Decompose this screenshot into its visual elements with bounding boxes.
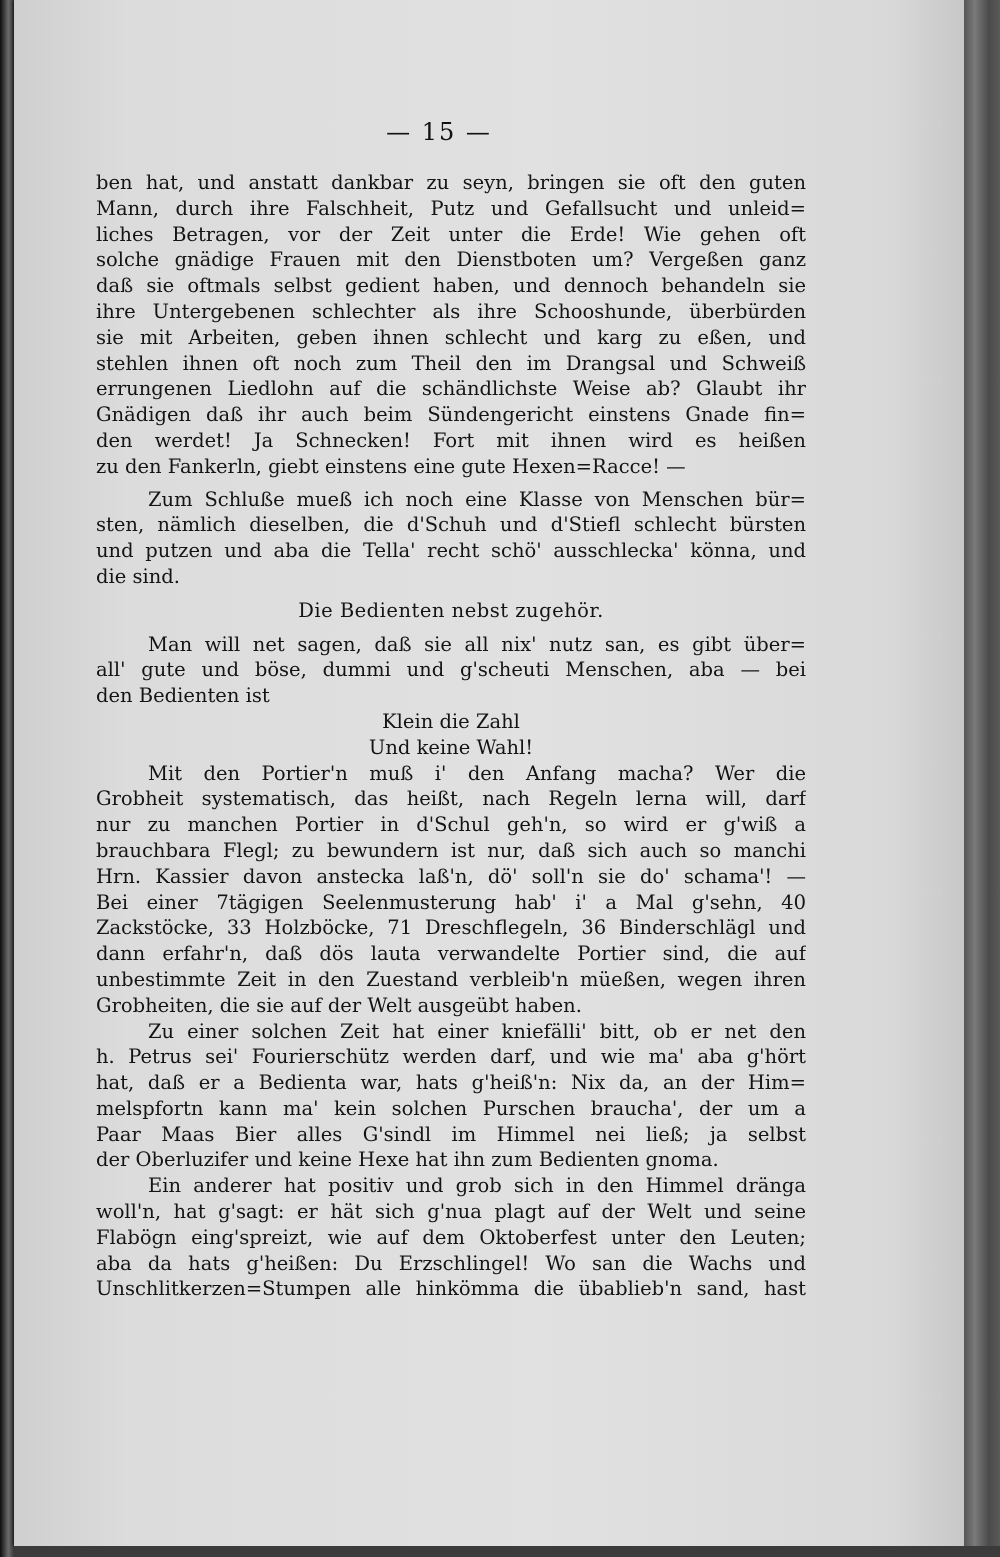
text-line: unbestimmte Zeit in den Zuestand verbleib'n müeßen, wegen ihren xyxy=(96,967,806,991)
text-line: der Oberluzifer und keine Hexe hat ihn zum Bedienten gnoma. xyxy=(96,1148,719,1172)
scan-bottom-edge xyxy=(14,1546,1000,1557)
verse-line: Klein die Zahl xyxy=(382,709,520,733)
text-line: Grobheiten, die sie auf der Welt ausgeübt haben. xyxy=(96,993,582,1017)
text-line: ihre Untergebenen schlechter als ihre Schooshunde, überbürden xyxy=(96,299,806,323)
book-cover-edge xyxy=(964,0,1000,1557)
text-line: die sind. xyxy=(96,564,180,588)
text-line: melspfortn kann ma' kein solchen Purschen braucha', der um a xyxy=(96,1096,806,1120)
text-line: Unschlitkerzen=Stumpen alle hinkömma die übablieb'n sand, hast xyxy=(96,1277,806,1301)
text-line: Mann, durch ihre Falschheit, Putz und Gefallsucht und unleid= xyxy=(96,196,806,220)
text-line: hat, daß er a Bedienta war, hats g'heiß'n: Nix da, an der Him= xyxy=(96,1071,806,1095)
text-line: Paar Maas Bier alles G'sindl im Himmel nei ließ; ja selbst xyxy=(96,1122,806,1146)
text-line: aba da hats g'heißen: Du Erzschlingel! Wo san die Wachs und xyxy=(96,1251,806,1275)
text-line: daß sie oftmals selbst gedient haben, und dennoch behandeln sie xyxy=(96,274,806,298)
text-line: und putzen und aba die Tella' recht schö' ausschlecka' könna, und xyxy=(96,539,806,563)
text-line: sie mit Arbeiten, geben ihnen schlecht und karg zu eßen, und xyxy=(96,325,806,349)
page-number: — 15 — xyxy=(386,118,492,146)
text-line: den werdet! Ja Schnecken! Fort mit ihnen wird es heißen xyxy=(96,428,806,452)
text-line: solche gnädige Frauen mit den Dienstboten um? Vergeßen ganz xyxy=(96,248,806,272)
text-line: Hrn. Kassier davon anstecka laß'n, dö' soll'n sie do' schama'! — xyxy=(96,864,806,888)
text-line: brauchbara Flegl; zu bewundern ist nur, daß sich auch so manchi xyxy=(96,838,806,862)
text-line: sten, nämlich dieselben, die d'Schuh und d'Stiefl schlecht bürsten xyxy=(96,513,806,537)
text-line: Gnädigen daß ihr auch beim Sündengericht einstens Gnade fin= xyxy=(96,403,806,427)
text-line: all' gute und böse, dummi und g'scheuti Menschen, aba — bei xyxy=(96,658,806,682)
text-line: stehlen ihnen oft noch zum Theil den im Drangsal und Schweiß xyxy=(96,351,806,375)
text-line: Flabögn eing'spreizt, wie auf dem Oktoberfest unter den Leuten; xyxy=(96,1225,806,1249)
text-line: errungenen Liedlohn auf die schändlichste Weise ab? Glaubt ihr xyxy=(96,377,806,401)
text-line: ben hat, und anstatt dankbar zu seyn, bringen sie oft den guten xyxy=(96,171,806,194)
verse-line: Und keine Wahl! xyxy=(368,735,534,759)
text-line: Man will net sagen, daß sie all nix' nutz san, es gibt über= xyxy=(148,632,806,656)
book-page xyxy=(14,0,964,1546)
section-heading: Die Bedienten nebst zugehör. xyxy=(298,598,604,622)
text-line: Grobheit systematisch, das heißt, nach Regeln lerna will, darf xyxy=(96,787,806,811)
facing-page-edge xyxy=(0,0,14,1557)
text-line: den Bedienten ist xyxy=(96,684,270,708)
text-line: zu den Fankerln, giebt einstens eine gute Hexen=Racce! — xyxy=(96,454,686,478)
text-line: Mit den Portier'n muß i' den Anfang macha? Wer die xyxy=(148,761,806,785)
body-text xyxy=(96,170,806,1302)
text-line: Bei einer 7tägigen Seelenmusterung hab' i' a Mal g'sehn, 40 xyxy=(96,890,806,914)
text-line: woll'n, hat g'sagt: er hät sich g'nua plagt auf der Welt und seine xyxy=(96,1200,806,1224)
text-line: nur zu manchen Portier in d'Schul geh'n, so wird er g'wiß a xyxy=(96,813,806,837)
text-line: liches Betragen, vor der Zeit unter die Erde! Wie gehen oft xyxy=(96,222,806,246)
text-line: Zackstöcke, 33 Holzböcke, 71 Dreschflegeln, 36 Binderschlägl und xyxy=(96,916,806,940)
text-line: Zum Schluße mueß ich noch eine Klasse von Menschen bür= xyxy=(148,487,806,511)
text-line: Ein anderer hat positiv und grob sich in den Himmel dränga xyxy=(148,1174,806,1198)
text-line: dann erfahr'n, daß dös lauta verwandelte Portier sind, die auf xyxy=(96,942,806,966)
text-line: h. Petrus sei' Fourierschütz werden darf, und wie ma' aba g'hört xyxy=(96,1045,806,1069)
text-line: Zu einer solchen Zeit hat einer kniefälli' bitt, ob er net den xyxy=(148,1019,806,1043)
